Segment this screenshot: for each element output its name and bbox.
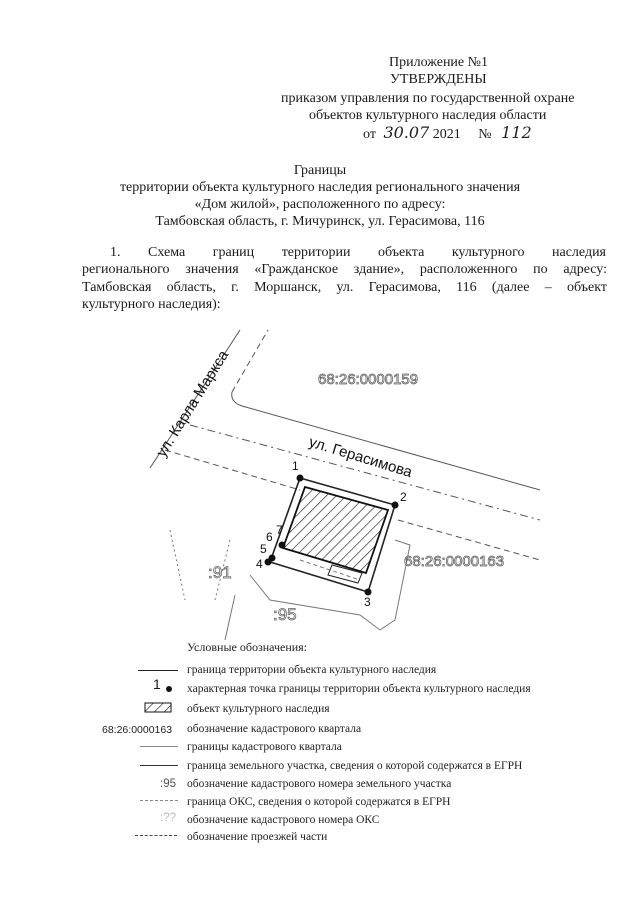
legend-symbol-cad-block-boundary bbox=[140, 746, 178, 747]
legend-label-boundary-point: характерная точка границы территории объекта культурного наследия bbox=[187, 683, 531, 695]
legend-symbol-boundary-point bbox=[153, 676, 183, 692]
legend-point-number: 1 bbox=[153, 676, 161, 692]
parcel-91-label: :91 bbox=[208, 563, 232, 582]
legend-label-cad-block-boundary: границы кадастрового квартала bbox=[187, 741, 342, 753]
legend-symbol-land-parcel-boundary bbox=[140, 765, 178, 766]
point-5-marker bbox=[269, 555, 276, 562]
legend-label-cad-block: обозначение кадастрового квартала bbox=[187, 723, 362, 735]
point-label-2: 2 bbox=[400, 490, 407, 504]
legend-label-oks-boundary: граница ОКС, сведения о которой содержатся в ЕГРН bbox=[187, 796, 451, 808]
legend-symbol-oks-boundary bbox=[140, 800, 178, 801]
point-6-7-marker bbox=[279, 542, 286, 549]
legend-symbol-parcel-number: :95 bbox=[160, 778, 176, 790]
legend-symbol-roadway bbox=[135, 835, 177, 836]
cad-block-top-label: 68:26:0000159 bbox=[318, 371, 419, 388]
legend-label-parcel-number: обозначение кадастрового номера земельного участка bbox=[187, 778, 452, 790]
paragraph-line-2: регионального значения «Гражданское здание», расположенного по адресу: bbox=[82, 262, 607, 277]
parcel-95-label: :95 bbox=[273, 605, 297, 624]
legend-label-oks-number: обозначение кадастрового номера ОКС bbox=[187, 814, 380, 826]
handwritten-number: 112 bbox=[501, 123, 532, 142]
legend-label-heritage-boundary: граница территории объекта культурного наследия bbox=[187, 664, 437, 676]
legend-label-land-parcel-boundary: граница земельного участка, сведения о которой содержатся в ЕГРН bbox=[187, 760, 523, 772]
paragraph-line-3: Тамбовская область, г. Моршанск, ул. Герасимова, 116 (далее – объект bbox=[82, 280, 607, 295]
approved-label: УТВЕРЖДЕНЫ bbox=[390, 72, 487, 87]
point-label-3: 3 bbox=[364, 595, 371, 609]
point-label-1: 1 bbox=[292, 459, 299, 473]
order-line: приказом управления по государственной охране bbox=[281, 91, 575, 106]
point-label-6: 6 bbox=[266, 530, 273, 544]
order-authority-line: объектов культурного наследия области bbox=[309, 108, 547, 123]
point-label-4: 4 bbox=[256, 557, 263, 571]
date-year: 2021 bbox=[432, 127, 461, 142]
paragraph-line-1: 1. Схема границ территории объекта культурного наследия bbox=[110, 245, 606, 260]
appendix-label: Приложение №1 bbox=[389, 55, 488, 70]
title-line-2: территории объекта культурного наследия регионального значения bbox=[119, 180, 521, 195]
legend-point-dot-icon bbox=[166, 686, 172, 692]
point-label-5: 5 bbox=[260, 542, 267, 556]
legend-symbol-oks-number: :?? bbox=[160, 812, 176, 824]
legend-heading: Условные обозначения: bbox=[187, 640, 308, 654]
street-name-marx: ул. Карла Маркса bbox=[152, 347, 233, 461]
paragraph-line-4: культурного наследия): bbox=[82, 297, 221, 312]
legend-symbol-heritage-boundary bbox=[138, 670, 178, 671]
point-1-marker bbox=[297, 475, 304, 482]
legend-label-heritage-object: объект культурного наследия bbox=[187, 703, 330, 715]
handwritten-date: 30.07 bbox=[383, 123, 430, 142]
legend-label-roadway: обозначение проезжей части bbox=[187, 831, 328, 843]
legend-symbol-heritage-object bbox=[144, 702, 172, 714]
date-prefix: от bbox=[363, 127, 376, 142]
cad-block-right-label: 68:26:0000163 bbox=[404, 553, 505, 570]
number-prefix: № bbox=[478, 127, 492, 142]
title-borders: Границы bbox=[293, 163, 347, 178]
title-line-4: Тамбовская область, г. Мичуринск, ул. Герасимова, 116 bbox=[155, 214, 485, 229]
point-2-marker bbox=[392, 502, 399, 509]
title-line-3: «Дом жилой», расположенного по адресу: bbox=[194, 197, 446, 212]
heritage-object-building bbox=[283, 487, 388, 573]
point-label-7: 7 bbox=[276, 523, 283, 537]
street-name-gerasimov: ул. Герасимова bbox=[306, 433, 415, 482]
legend-symbol-cad-block-text: 68:26:0000163 bbox=[102, 724, 173, 736]
